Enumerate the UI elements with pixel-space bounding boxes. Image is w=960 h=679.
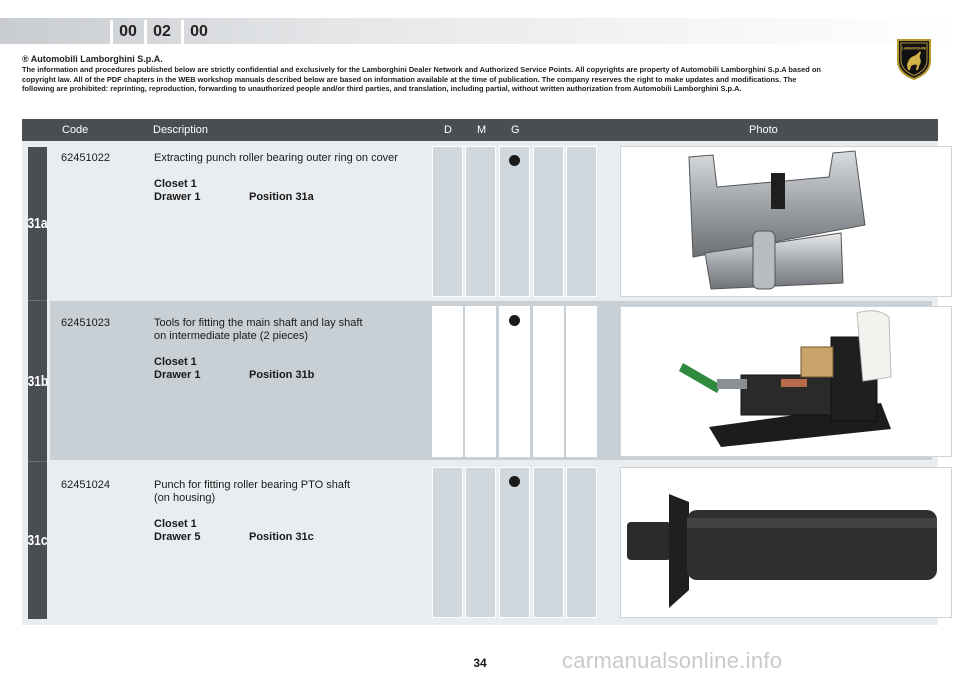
d-cell bbox=[432, 146, 463, 297]
row-tab-31c: 31c bbox=[28, 461, 47, 619]
empty-cell bbox=[566, 146, 597, 297]
tool-photo bbox=[620, 306, 952, 457]
chapter-code-3: 00 bbox=[181, 20, 214, 44]
empty-cell bbox=[533, 467, 564, 618]
m-cell bbox=[465, 467, 496, 618]
col-m: M bbox=[477, 124, 487, 136]
tool-description: Tools for fitting the main shaft and lay shaft on intermediate plate (2 pieces) Closet 1 Drawer 1 Position 31b bbox=[154, 317, 363, 381]
tool-code: 62451023 bbox=[61, 317, 110, 329]
table-header bbox=[22, 119, 938, 141]
g-cell bbox=[499, 467, 530, 618]
row-tab-31b: 31b bbox=[28, 300, 47, 462]
col-photo: Photo bbox=[749, 124, 778, 136]
table-row bbox=[50, 144, 932, 303]
punch-cover-photo bbox=[621, 147, 951, 296]
company-name: ® Automobili Lamborghini S.p.A. bbox=[22, 54, 163, 64]
empty-cell bbox=[533, 306, 564, 457]
table-row bbox=[50, 461, 932, 620]
tool-description: Extracting punch roller bearing outer ring on cover Closet 1 Drawer 1 Position 31a bbox=[154, 152, 398, 203]
m-cell bbox=[465, 306, 496, 457]
table-row bbox=[50, 301, 932, 460]
tool-code: 62451022 bbox=[61, 152, 110, 164]
g-marker-dot bbox=[509, 315, 520, 326]
g-cell bbox=[499, 146, 530, 297]
tool-photo bbox=[620, 467, 952, 618]
tool-photo bbox=[620, 146, 952, 297]
lamborghini-logo bbox=[896, 37, 932, 81]
col-g: G bbox=[511, 124, 520, 136]
legal-text: The information and procedures published below are strictly confidential and exclusively for the Lamborghini Dealer Network and Authorized Service Points. All copyrights are property of Automobili Lamborghini S.p.A based on copyright law. All of the PDF chapters in the WEB workshop manuals described below are based on information available at the time of publication. The company reserves the right to make updates and modifications. The following are prohibited: reprinting, reproduction, forwarding to unauthorized people and/or third parties, and translation, including partial, without written authorization from Automobili Lamborghini S.p.A. bbox=[22, 65, 821, 94]
empty-cell bbox=[566, 306, 597, 457]
tools-table bbox=[22, 119, 938, 625]
empty-cell bbox=[566, 467, 597, 618]
g-marker-dot bbox=[509, 476, 520, 487]
g-marker-dot bbox=[509, 155, 520, 166]
chapter-code-2: 02 bbox=[144, 20, 177, 44]
tool-description: Punch for fitting roller bearing PTO shaft (on housing) Closet 1 Drawer 5 Position 31c bbox=[154, 479, 351, 543]
col-code: Code bbox=[62, 124, 89, 136]
m-cell bbox=[465, 146, 496, 297]
g-cell bbox=[499, 306, 530, 457]
row-tab-31a: 31a bbox=[28, 147, 47, 300]
legal-notice bbox=[22, 54, 828, 94]
d-cell bbox=[432, 306, 463, 457]
fitting-tool-photo bbox=[621, 307, 951, 456]
logo-text: LAMBORGHINI bbox=[901, 46, 927, 51]
empty-cell bbox=[533, 146, 564, 297]
d-cell bbox=[432, 467, 463, 618]
col-d: D bbox=[444, 124, 452, 136]
tool-code: 62451024 bbox=[61, 479, 110, 491]
col-description: Description bbox=[153, 124, 209, 136]
chapter-code-1: 00 bbox=[110, 20, 143, 44]
punch-pto-photo bbox=[621, 468, 951, 617]
page-number: 34 bbox=[473, 656, 487, 670]
watermark: carmanualsonline.info bbox=[562, 648, 783, 673]
